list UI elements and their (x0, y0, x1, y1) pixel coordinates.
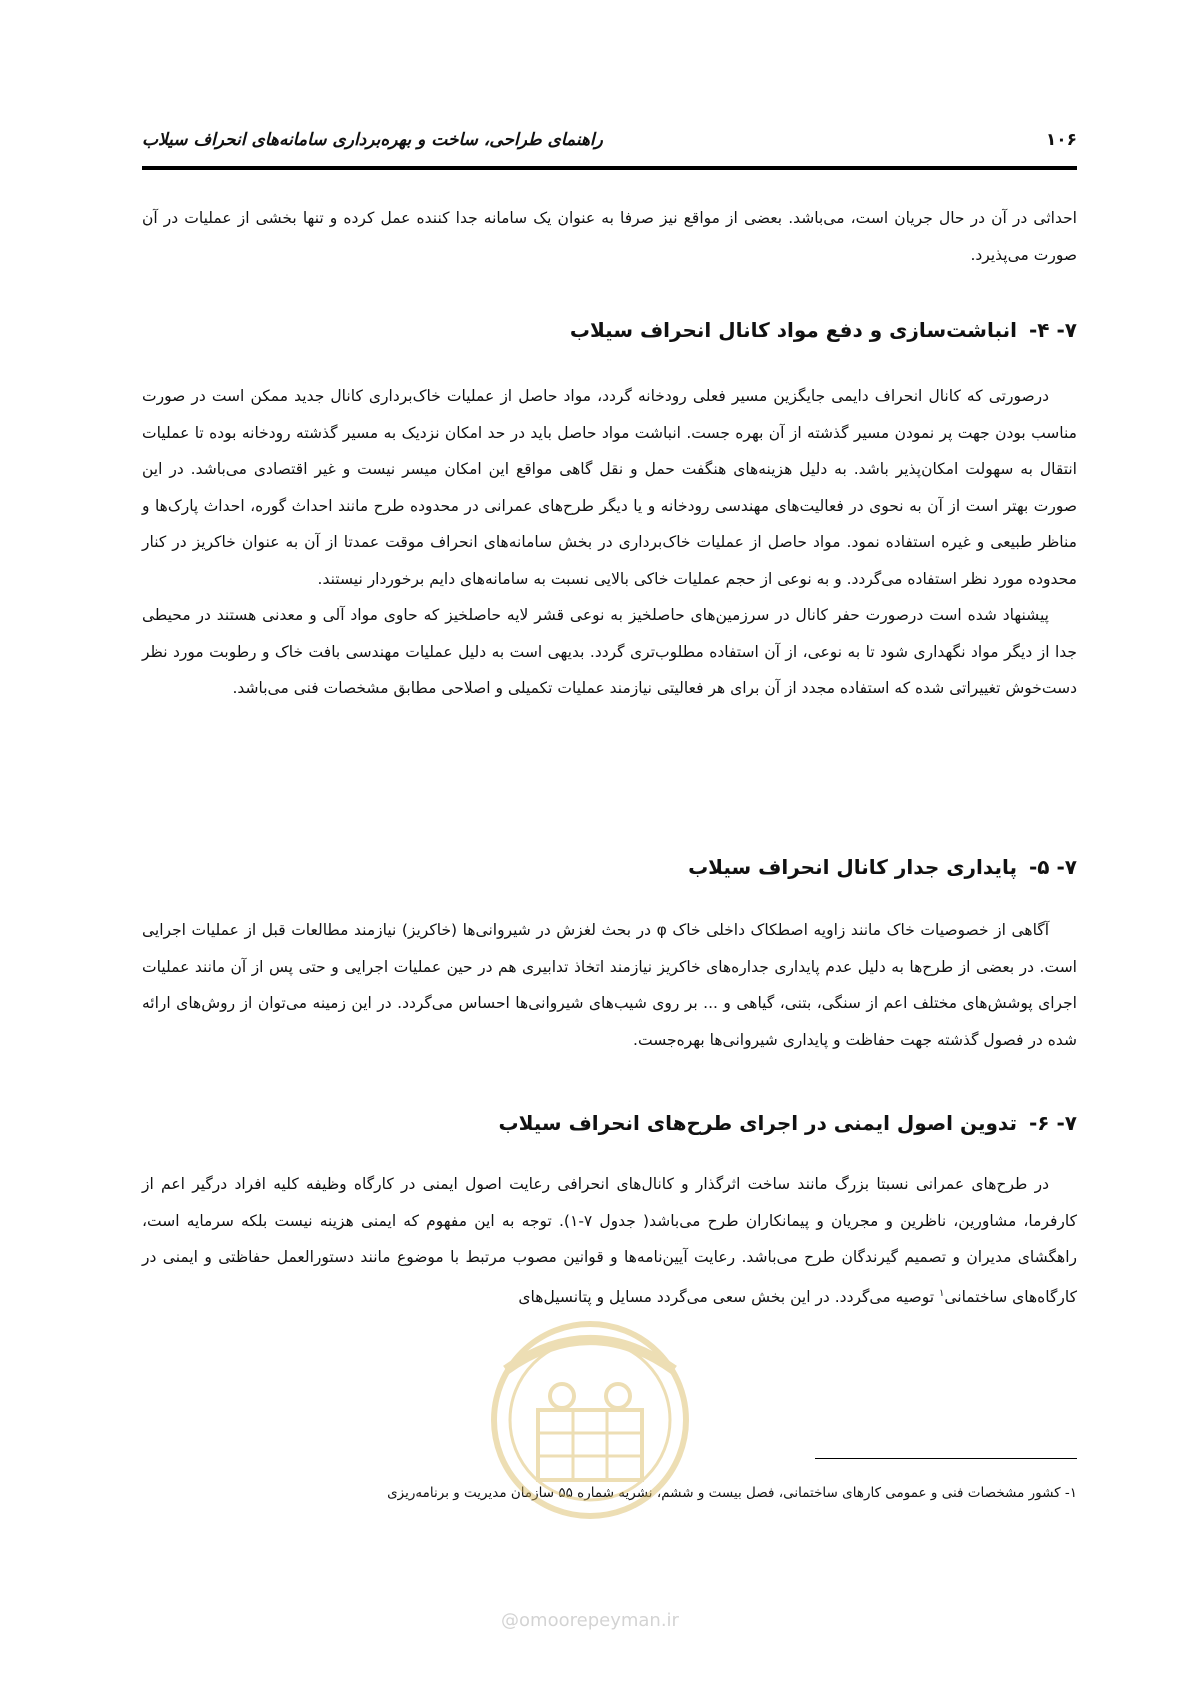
section-7-6-body (142, 1166, 1077, 1315)
section-heading-7-4 (142, 318, 1077, 342)
intro-paragraph-block (142, 200, 1077, 273)
watermark (466, 1300, 714, 1640)
header-divider (142, 166, 1077, 170)
footnote-reference: ۱ (938, 1287, 945, 1299)
paragraph: پیشنهاد شده است درصورت حفر کانال در سرزمین‌های حاصلخیز به نوعی قشر لایه حاصلخیز که حاوی مواد آلی و معدنی هستند در محیطی جدا از دیگر مواد نگهداری شود تا به نوعی، از آن استفاده مطلوب‌تری گردد. بدیهی است به دلیل عملیات مهندسی بافت خاک و رطوبت مورد نظر دست‌خوش تغییراتی شده که استفاده مجدد از آن برای هر فعالیتی نیازمند عملیات تکمیلی و اصلاحی مطابق مشخصات فنی می‌باشد. (142, 606, 1077, 697)
section-7-5-body (142, 912, 1077, 1058)
watermark-logo-icon (466, 1300, 714, 1600)
paragraph (142, 1166, 1077, 1315)
footnote: ۱- کشور مشخصات فنی و عمومی کارهای ساختمانی، فصل بیست و ششم، نشریه شماره ۵۵ سازمان مدیریت و برنامه‌ریزی (387, 1485, 1077, 1501)
watermark-website: @omoorepeyman.ir (501, 1610, 679, 1631)
footnote-divider (815, 1458, 1077, 1459)
section-heading-7-5 (142, 855, 1077, 879)
paragraph: آگاهی از خصوصیات خاک مانند زاویه اصطکاک داخلی خاک φ در بحث لغزش در شیروانی‌ها (خاکریز) نیازمند مطالعات قبل از عملیات اجرایی است. در بعضی از طرح‌ها به دلیل عدم پایداری جداره‌های خاکریز نیازمند اتخاذ تدابیری هم در حین عملیات اجرایی و حتی پس از آن مانند عملیات اجرای پوشش‌های مختلف اعم از سنگی، بتنی، گیاهی و ... بر روی شیب‌های شیروانی‌ها احساس می‌گردد. در این زمینه می‌توان از روش‌های ارائه شده در فصول گذشته جهت حفاظت و پایداری شیروانی‌ها بهره‌جست. (142, 921, 1077, 1049)
page-number: ۱۰۶ (1045, 130, 1077, 150)
section-number: ۷- ۴- (1028, 318, 1077, 342)
paragraph-part: در طرح‌های عمرانی نسبتا بزرگ مانند ساخت اثرگذار و کانال‌های انحرافی رعایت اصول ایمنی در کارگاه وظیفه کلیه افراد درگیر اعم از کارفرما، مشاورین، ناظرین و مجریان و پیمانکاران طرح می‌باشد( جدول ۷-۱). توجه به این مفهوم که ایمنی هزینه نیست بلکه سرمایه است، راهگشای مدیران و تصمیم گیرندگان طرح می‌باشد. رعایت آیین‌نامه‌ها و قوانین مصوب مرتبط با موضوع مانند دستورالعمل حفاظتی و ایمنی در کارگاه‌های ساختمانی (142, 1175, 1077, 1306)
section-7-4-body (142, 378, 1077, 707)
intro-paragraph: احداثی در آن در حال جریان است، می‌باشد. بعضی از مواقع نیز صرفا به عنوان یک سامانه جدا کننده عمل کرده و تنها بخشی از عملیات در آن صورت می‌پذیرد. (142, 209, 1077, 264)
header-title: راهنمای طراحی، ساخت و بهره‌برداری سامانه‌های انحراف سیلاب (142, 130, 603, 150)
section-title: پایداری جدار کانال انحراف سیلاب (688, 855, 1017, 879)
running-header (142, 130, 1077, 160)
section-number: ۷- ۵- (1028, 855, 1077, 879)
paragraph: درصورتی که کانال انحراف دایمی جایگزین مسیر فعلی رودخانه گردد، مواد حاصل از عملیات خاک‌برداری کانال جدید ممکن است در صورت مناسب بودن جهت پر نمودن مسیر گذشته از آن بهره جست. انباشت مواد حاصل باید در حد امکان نزدیک به مسیر گذشته رودخانه بوده تا عملیات انتقال به سهولت امکان‌پذیر باشد. به دلیل هزینه‌های هنگفت حمل و نقل گاهی مواقع این امکان میسر نیست و غیر اقتصادی می‌باشد. در این صورت بهتر است از آن به نحوی در فعالیت‌های مهندسی رودخانه و یا دیگر طرح‌های عمرانی در محدوده طرح مانند احداث گوره، احداث پارک‌ها و مناظر طبیعی و غیره استفاده نمود. مواد حاصل از عملیات خاک‌برداری در بخش سامانه‌های انحراف موقت عمدتا از آن به عنوان خاکریز در کنار محدوده مورد نظر استفاده می‌گردد. و به نوعی از حجم عملیات خاکی بالایی نسبت به سامانه‌های دایم برخوردار نیستند. (142, 387, 1077, 588)
section-number: ۷- ۶- (1028, 1111, 1077, 1135)
section-heading-7-6 (142, 1111, 1077, 1135)
section-title: تدوین اصول ایمنی در اجرای طرح‌های انحراف سیلاب (498, 1111, 1017, 1135)
paragraph-part: توصیه می‌گردد. در این بخش سعی می‌گردد مسایل و پتانسیل‌های (518, 1287, 939, 1306)
section-title: انباشت‌سازی و دفع مواد کانال انحراف سیلاب (569, 318, 1017, 342)
